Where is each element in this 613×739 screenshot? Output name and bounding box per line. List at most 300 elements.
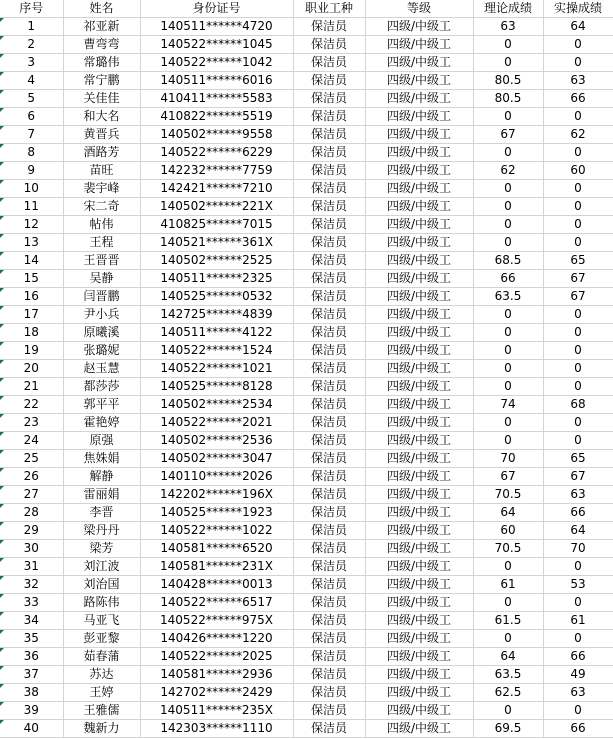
cell-theory-score[interactable]: 69.5 [473, 720, 543, 738]
cell-level[interactable]: 四级/中级工 [365, 72, 473, 90]
cell-theory-score[interactable]: 70.5 [473, 540, 543, 558]
cell-serial[interactable]: 8 [0, 144, 63, 162]
cell-occupation[interactable]: 保洁员 [293, 612, 365, 630]
cell-serial[interactable]: 2 [0, 36, 63, 54]
cell-practical-score[interactable]: 0 [543, 414, 613, 432]
column-header-name[interactable]: 姓名 [63, 0, 140, 18]
cell-name[interactable]: 曹弯弯 [63, 36, 140, 54]
error-indicator-icon [0, 540, 4, 544]
cell-level[interactable]: 四级/中级工 [365, 612, 473, 630]
cell-level[interactable]: 四级/中级工 [365, 666, 473, 684]
column-header-occupation[interactable]: 职业工种 [293, 0, 365, 18]
cell-serial[interactable]: 17 [0, 306, 63, 324]
cell-id-number[interactable]: 140502******3047 [140, 450, 293, 468]
cell-theory-score[interactable]: 0 [473, 324, 543, 342]
cell-theory-score[interactable]: 0 [473, 414, 543, 432]
cell-occupation[interactable]: 保洁员 [293, 666, 365, 684]
cell-id-number[interactable]: 140511******6016 [140, 72, 293, 90]
cell-practical-score[interactable]: 0 [543, 306, 613, 324]
cell-serial[interactable]: 31 [0, 558, 63, 576]
table-row [0, 486, 613, 504]
cell-name[interactable]: 祁亚新 [63, 18, 140, 36]
cell-id-number[interactable]: 140522******975X [140, 612, 293, 630]
cell-serial[interactable]: 40 [0, 720, 63, 738]
cell-occupation[interactable]: 保洁员 [293, 72, 365, 90]
cell-level[interactable]: 四级/中级工 [365, 648, 473, 666]
cell-serial[interactable]: 38 [0, 684, 63, 702]
cell-name[interactable]: 郭平平 [63, 396, 140, 414]
cell-name[interactable]: 刘江波 [63, 558, 140, 576]
cell-level[interactable]: 四级/中级工 [365, 594, 473, 612]
cell-serial[interactable]: 13 [0, 234, 63, 252]
cell-level[interactable]: 四级/中级工 [365, 324, 473, 342]
cell-occupation[interactable]: 保洁员 [293, 162, 365, 180]
cell-theory-score[interactable]: 74 [473, 396, 543, 414]
cell-practical-score[interactable]: 64 [543, 522, 613, 540]
cell-theory-score[interactable]: 0 [473, 216, 543, 234]
cell-theory-score[interactable]: 70.5 [473, 486, 543, 504]
cell-id-number[interactable]: 140522******1524 [140, 342, 293, 360]
cell-practical-score[interactable]: 0 [543, 216, 613, 234]
cell-serial[interactable]: 5 [0, 90, 63, 108]
table-row [0, 612, 613, 630]
cell-occupation[interactable]: 保洁员 [293, 324, 365, 342]
cell-occupation[interactable]: 保洁员 [293, 414, 365, 432]
cell-theory-score[interactable]: 0 [473, 36, 543, 54]
cell-name[interactable]: 吴静 [63, 270, 140, 288]
cell-id-number[interactable]: 140502******9558 [140, 126, 293, 144]
cell-id-number[interactable]: 140502******2534 [140, 396, 293, 414]
error-indicator-icon [0, 612, 4, 616]
cell-practical-score[interactable]: 0 [543, 360, 613, 378]
cell-occupation[interactable]: 保洁员 [293, 342, 365, 360]
cell-name[interactable]: 常璐伟 [63, 54, 140, 72]
cell-serial[interactable]: 36 [0, 648, 63, 666]
cell-name[interactable]: 张璐妮 [63, 342, 140, 360]
cell-serial[interactable]: 20 [0, 360, 63, 378]
cell-practical-score[interactable]: 0 [543, 144, 613, 162]
cell-name[interactable]: 梁芳 [63, 540, 140, 558]
cell-level[interactable]: 四级/中级工 [365, 162, 473, 180]
error-indicator-icon [0, 720, 4, 724]
cell-occupation[interactable]: 保洁员 [293, 288, 365, 306]
cell-serial[interactable]: 24 [0, 432, 63, 450]
cell-level[interactable]: 四级/中级工 [365, 378, 473, 396]
cell-theory-score[interactable]: 62 [473, 162, 543, 180]
cell-occupation[interactable]: 保洁员 [293, 360, 365, 378]
cell-practical-score[interactable]: 0 [543, 198, 613, 216]
cell-theory-score[interactable]: 67 [473, 468, 543, 486]
cell-serial[interactable]: 32 [0, 576, 63, 594]
cell-theory-score[interactable]: 63.5 [473, 288, 543, 306]
cell-theory-score[interactable]: 0 [473, 630, 543, 648]
cell-level[interactable]: 四级/中级工 [365, 270, 473, 288]
cell-level[interactable]: 四级/中级工 [365, 630, 473, 648]
cell-serial[interactable]: 3 [0, 54, 63, 72]
cell-name[interactable]: 魏新力 [63, 720, 140, 738]
cell-serial[interactable]: 7 [0, 126, 63, 144]
cell-occupation[interactable]: 保洁员 [293, 594, 365, 612]
cell-name[interactable]: 苗旺 [63, 162, 140, 180]
cell-serial[interactable]: 29 [0, 522, 63, 540]
cell-serial[interactable]: 22 [0, 396, 63, 414]
cell-serial[interactable]: 25 [0, 450, 63, 468]
error-indicator-icon [0, 432, 4, 436]
cell-theory-score[interactable]: 61.5 [473, 612, 543, 630]
cell-occupation[interactable]: 保洁员 [293, 90, 365, 108]
cell-practical-score[interactable]: 61 [543, 612, 613, 630]
cell-serial[interactable]: 28 [0, 504, 63, 522]
cell-practical-score[interactable]: 0 [543, 342, 613, 360]
cell-occupation[interactable]: 保洁员 [293, 234, 365, 252]
cell-name[interactable]: 都莎莎 [63, 378, 140, 396]
cell-occupation[interactable]: 保洁员 [293, 54, 365, 72]
cell-serial[interactable]: 4 [0, 72, 63, 90]
cell-id-number[interactable]: 410411******5583 [140, 90, 293, 108]
cell-name[interactable]: 焦姝娟 [63, 450, 140, 468]
cell-name[interactable]: 黄晋兵 [63, 126, 140, 144]
cell-serial[interactable]: 19 [0, 342, 63, 360]
cell-occupation[interactable]: 保洁员 [293, 108, 365, 126]
cell-level[interactable]: 四级/中级工 [365, 486, 473, 504]
cell-theory-score[interactable]: 70 [473, 450, 543, 468]
cell-serial[interactable]: 30 [0, 540, 63, 558]
cell-occupation[interactable]: 保洁员 [293, 252, 365, 270]
cell-occupation[interactable]: 保洁员 [293, 522, 365, 540]
cell-name[interactable]: 茹春蒲 [63, 648, 140, 666]
cell-occupation[interactable]: 保洁员 [293, 378, 365, 396]
cell-theory-score[interactable]: 63.5 [473, 666, 543, 684]
cell-occupation[interactable]: 保洁员 [293, 306, 365, 324]
cell-serial[interactable]: 12 [0, 216, 63, 234]
cell-level[interactable]: 四级/中级工 [365, 144, 473, 162]
cell-theory-score[interactable]: 0 [473, 180, 543, 198]
cell-theory-score[interactable]: 64 [473, 648, 543, 666]
cell-id-number[interactable]: 140522******2025 [140, 648, 293, 666]
cell-name[interactable]: 路陈伟 [63, 594, 140, 612]
cell-level[interactable]: 四级/中级工 [365, 576, 473, 594]
cell-serial[interactable]: 23 [0, 414, 63, 432]
cell-serial[interactable]: 11 [0, 198, 63, 216]
cell-theory-score[interactable]: 80.5 [473, 90, 543, 108]
cell-occupation[interactable]: 保洁员 [293, 450, 365, 468]
cell-serial[interactable]: 37 [0, 666, 63, 684]
cell-level[interactable]: 四级/中级工 [365, 540, 473, 558]
cell-occupation[interactable]: 保洁员 [293, 18, 365, 36]
cell-theory-score[interactable]: 0 [473, 558, 543, 576]
cell-theory-score[interactable]: 0 [473, 306, 543, 324]
error-indicator-icon [0, 234, 4, 238]
cell-practical-score[interactable]: 62 [543, 126, 613, 144]
cell-level[interactable]: 四级/中级工 [365, 90, 473, 108]
cell-theory-score[interactable]: 66 [473, 270, 543, 288]
cell-practical-score[interactable]: 65 [543, 252, 613, 270]
cell-name[interactable]: 王晋晋 [63, 252, 140, 270]
cell-practical-score[interactable]: 0 [543, 558, 613, 576]
cell-practical-score[interactable]: 0 [543, 54, 613, 72]
cell-practical-score[interactable]: 0 [543, 378, 613, 396]
cell-practical-score[interactable]: 60 [543, 162, 613, 180]
cell-occupation[interactable]: 保洁员 [293, 468, 365, 486]
cell-theory-score[interactable]: 0 [473, 342, 543, 360]
cell-level[interactable]: 四级/中级工 [365, 360, 473, 378]
cell-id-number[interactable]: 140522******6517 [140, 594, 293, 612]
cell-practical-score[interactable]: 66 [543, 504, 613, 522]
cell-name[interactable]: 和大名 [63, 108, 140, 126]
cell-id-number[interactable]: 140502******221X [140, 198, 293, 216]
cell-serial[interactable]: 10 [0, 180, 63, 198]
cell-practical-score[interactable]: 0 [543, 630, 613, 648]
cell-name[interactable]: 裴宇峰 [63, 180, 140, 198]
cell-theory-score[interactable]: 0 [473, 198, 543, 216]
cell-id-number[interactable]: 140502******2525 [140, 252, 293, 270]
cell-id-number[interactable]: 140581******2936 [140, 666, 293, 684]
column-header-theory-score[interactable]: 理论成绩 [473, 0, 543, 18]
cell-theory-score[interactable]: 61 [473, 576, 543, 594]
cell-level[interactable]: 四级/中级工 [365, 450, 473, 468]
cell-practical-score[interactable]: 70 [543, 540, 613, 558]
cell-practical-score[interactable]: 64 [543, 18, 613, 36]
cell-level[interactable]: 四级/中级工 [365, 306, 473, 324]
cell-practical-score[interactable]: 0 [543, 324, 613, 342]
cell-practical-score[interactable]: 0 [543, 594, 613, 612]
cell-level[interactable]: 四级/中级工 [365, 234, 473, 252]
cell-level[interactable]: 四级/中级工 [365, 414, 473, 432]
cell-occupation[interactable]: 保洁员 [293, 144, 365, 162]
cell-id-number[interactable]: 140511******4122 [140, 324, 293, 342]
cell-occupation[interactable]: 保洁员 [293, 180, 365, 198]
column-header-serial[interactable]: 序号 [0, 0, 63, 18]
cell-level[interactable]: 四级/中级工 [365, 18, 473, 36]
cell-practical-score[interactable]: 67 [543, 468, 613, 486]
cell-name[interactable]: 马亚飞 [63, 612, 140, 630]
cell-level[interactable]: 四级/中级工 [365, 108, 473, 126]
cell-id-number[interactable]: 140511******4720 [140, 18, 293, 36]
cell-serial[interactable]: 39 [0, 702, 63, 720]
cell-name[interactable]: 王程 [63, 234, 140, 252]
cell-id-number[interactable]: 140581******6520 [140, 540, 293, 558]
cell-serial[interactable]: 34 [0, 612, 63, 630]
cell-theory-score[interactable]: 68.5 [473, 252, 543, 270]
cell-id-number[interactable]: 140428******0013 [140, 576, 293, 594]
cell-name[interactable]: 刘治国 [63, 576, 140, 594]
cell-level[interactable]: 四级/中级工 [365, 36, 473, 54]
cell-practical-score[interactable]: 66 [543, 90, 613, 108]
cell-practical-score[interactable]: 0 [543, 702, 613, 720]
cell-level[interactable]: 四级/中级工 [365, 702, 473, 720]
cell-level[interactable]: 四级/中级工 [365, 432, 473, 450]
cell-name[interactable]: 解静 [63, 468, 140, 486]
cell-serial[interactable]: 14 [0, 252, 63, 270]
cell-id-number[interactable]: 140581******231X [140, 558, 293, 576]
cell-serial[interactable]: 35 [0, 630, 63, 648]
cell-occupation[interactable]: 保洁员 [293, 432, 365, 450]
cell-theory-score[interactable]: 0 [473, 108, 543, 126]
cell-name[interactable]: 原强 [63, 432, 140, 450]
cell-id-number[interactable]: 142232******7759 [140, 162, 293, 180]
cell-practical-score[interactable]: 65 [543, 450, 613, 468]
cell-name[interactable]: 李晋 [63, 504, 140, 522]
cell-theory-score[interactable]: 0 [473, 144, 543, 162]
cell-level[interactable]: 四级/中级工 [365, 522, 473, 540]
cell-name[interactable]: 赵玉慧 [63, 360, 140, 378]
cell-name[interactable]: 帖伟 [63, 216, 140, 234]
cell-serial[interactable]: 15 [0, 270, 63, 288]
cell-id-number[interactable]: 142702******2429 [140, 684, 293, 702]
cell-occupation[interactable]: 保洁员 [293, 720, 365, 738]
table-row [0, 54, 613, 72]
cell-level[interactable]: 四级/中级工 [365, 396, 473, 414]
cell-name[interactable]: 梁丹丹 [63, 522, 140, 540]
cell-theory-score[interactable]: 60 [473, 522, 543, 540]
cell-id-number[interactable]: 142421******7210 [140, 180, 293, 198]
cell-theory-score[interactable]: 62.5 [473, 684, 543, 702]
cell-occupation[interactable]: 保洁员 [293, 270, 365, 288]
cell-occupation[interactable]: 保洁员 [293, 396, 365, 414]
cell-theory-score[interactable]: 64 [473, 504, 543, 522]
cell-name[interactable]: 雷丽娟 [63, 486, 140, 504]
cell-practical-score[interactable]: 49 [543, 666, 613, 684]
cell-occupation[interactable]: 保洁员 [293, 198, 365, 216]
cell-occupation[interactable]: 保洁员 [293, 504, 365, 522]
column-header-practical-score[interactable]: 实操成绩 [543, 0, 613, 18]
cell-occupation[interactable]: 保洁员 [293, 630, 365, 648]
table-row [0, 432, 613, 450]
cell-occupation[interactable]: 保洁员 [293, 558, 365, 576]
cell-practical-score[interactable]: 0 [543, 36, 613, 54]
cell-level[interactable]: 四级/中级工 [365, 720, 473, 738]
cell-practical-score[interactable]: 63 [543, 486, 613, 504]
cell-practical-score[interactable]: 66 [543, 648, 613, 666]
cell-level[interactable]: 四级/中级工 [365, 216, 473, 234]
cell-serial[interactable]: 26 [0, 468, 63, 486]
cell-name[interactable]: 酒路芳 [63, 144, 140, 162]
cell-name[interactable]: 原曦溪 [63, 324, 140, 342]
cell-theory-score[interactable]: 0 [473, 378, 543, 396]
cell-theory-score[interactable]: 0 [473, 594, 543, 612]
cell-theory-score[interactable]: 0 [473, 702, 543, 720]
cell-name[interactable]: 闫晋鹏 [63, 288, 140, 306]
cell-level[interactable]: 四级/中级工 [365, 342, 473, 360]
cell-practical-score[interactable]: 67 [543, 288, 613, 306]
cell-practical-score[interactable]: 63 [543, 684, 613, 702]
cell-name[interactable]: 关佳佳 [63, 90, 140, 108]
cell-occupation[interactable]: 保洁员 [293, 540, 365, 558]
cell-occupation[interactable]: 保洁员 [293, 36, 365, 54]
cell-level[interactable]: 四级/中级工 [365, 468, 473, 486]
cell-practical-score[interactable]: 66 [543, 720, 613, 738]
cell-level[interactable]: 四级/中级工 [365, 198, 473, 216]
cell-id-number[interactable]: 140522******1021 [140, 360, 293, 378]
cell-id-number[interactable]: 140522******1042 [140, 54, 293, 72]
cell-practical-score[interactable]: 68 [543, 396, 613, 414]
cell-serial[interactable]: 1 [0, 18, 63, 36]
cell-serial[interactable]: 6 [0, 108, 63, 126]
cell-id-number[interactable]: 140525******8128 [140, 378, 293, 396]
column-header-level[interactable]: 等级 [365, 0, 473, 18]
cell-occupation[interactable]: 保洁员 [293, 684, 365, 702]
cell-theory-score[interactable]: 0 [473, 234, 543, 252]
cell-name[interactable]: 霍艳婷 [63, 414, 140, 432]
cell-theory-score[interactable]: 0 [473, 54, 543, 72]
cell-practical-score[interactable]: 0 [543, 108, 613, 126]
cell-level[interactable]: 四级/中级工 [365, 288, 473, 306]
cell-id-number[interactable]: 410822******5519 [140, 108, 293, 126]
error-indicator-icon [0, 216, 4, 220]
cell-id-number[interactable]: 140522******1045 [140, 36, 293, 54]
cell-id-number[interactable]: 410825******7015 [140, 216, 293, 234]
cell-occupation[interactable]: 保洁员 [293, 702, 365, 720]
cell-name[interactable]: 尹小兵 [63, 306, 140, 324]
cell-theory-score[interactable]: 67 [473, 126, 543, 144]
cell-theory-score[interactable]: 63 [473, 18, 543, 36]
cell-id-number[interactable]: 140521******361X [140, 234, 293, 252]
cell-level[interactable]: 四级/中级工 [365, 126, 473, 144]
error-indicator-icon [0, 684, 4, 688]
cell-level[interactable]: 四级/中级工 [365, 558, 473, 576]
cell-serial[interactable]: 33 [0, 594, 63, 612]
cell-name[interactable]: 王雅儒 [63, 702, 140, 720]
cell-id-number[interactable]: 140525******0532 [140, 288, 293, 306]
cell-level[interactable]: 四级/中级工 [365, 684, 473, 702]
cell-serial[interactable]: 21 [0, 378, 63, 396]
cell-theory-score[interactable]: 80.5 [473, 72, 543, 90]
cell-id-number[interactable]: 140110******2026 [140, 468, 293, 486]
cell-name[interactable]: 彭亚黎 [63, 630, 140, 648]
cell-practical-score[interactable]: 53 [543, 576, 613, 594]
cell-occupation[interactable]: 保洁员 [293, 126, 365, 144]
cell-id-number[interactable]: 140511******2325 [140, 270, 293, 288]
column-header-id-number[interactable]: 身份证号 [140, 0, 293, 18]
cell-id-number[interactable]: 140522******6229 [140, 144, 293, 162]
cell-id-number[interactable]: 142202******196X [140, 486, 293, 504]
cell-level[interactable]: 四级/中级工 [365, 180, 473, 198]
cell-name[interactable]: 常宁鹏 [63, 72, 140, 90]
cell-id-number[interactable]: 142303******1110 [140, 720, 293, 738]
table-row [0, 18, 613, 36]
cell-id-number[interactable]: 140522******2021 [140, 414, 293, 432]
cell-practical-score[interactable]: 0 [543, 234, 613, 252]
cell-theory-score[interactable]: 0 [473, 432, 543, 450]
cell-serial[interactable]: 16 [0, 288, 63, 306]
cell-name[interactable]: 王婷 [63, 684, 140, 702]
cell-serial[interactable]: 18 [0, 324, 63, 342]
cell-name[interactable]: 苏达 [63, 666, 140, 684]
cell-level[interactable]: 四级/中级工 [365, 54, 473, 72]
cell-occupation[interactable]: 保洁员 [293, 648, 365, 666]
cell-id-number[interactable]: 140511******235X [140, 702, 293, 720]
cell-theory-score[interactable]: 0 [473, 360, 543, 378]
cell-level[interactable]: 四级/中级工 [365, 252, 473, 270]
cell-occupation[interactable]: 保洁员 [293, 486, 365, 504]
cell-practical-score[interactable]: 0 [543, 180, 613, 198]
cell-practical-score[interactable]: 63 [543, 72, 613, 90]
cell-occupation[interactable]: 保洁员 [293, 216, 365, 234]
cell-practical-score[interactable]: 0 [543, 432, 613, 450]
cell-serial[interactable]: 9 [0, 162, 63, 180]
cell-practical-score[interactable]: 67 [543, 270, 613, 288]
cell-occupation[interactable]: 保洁员 [293, 576, 365, 594]
cell-id-number[interactable]: 140522******1022 [140, 522, 293, 540]
cell-level[interactable]: 四级/中级工 [365, 504, 473, 522]
cell-id-number[interactable]: 140426******1220 [140, 630, 293, 648]
cell-name[interactable]: 宋二奇 [63, 198, 140, 216]
cell-serial[interactable]: 27 [0, 486, 63, 504]
cell-id-number[interactable]: 140502******2536 [140, 432, 293, 450]
cell-id-number[interactable]: 142725******4839 [140, 306, 293, 324]
error-indicator-icon [0, 702, 4, 706]
cell-id-number[interactable]: 140525******1923 [140, 504, 293, 522]
